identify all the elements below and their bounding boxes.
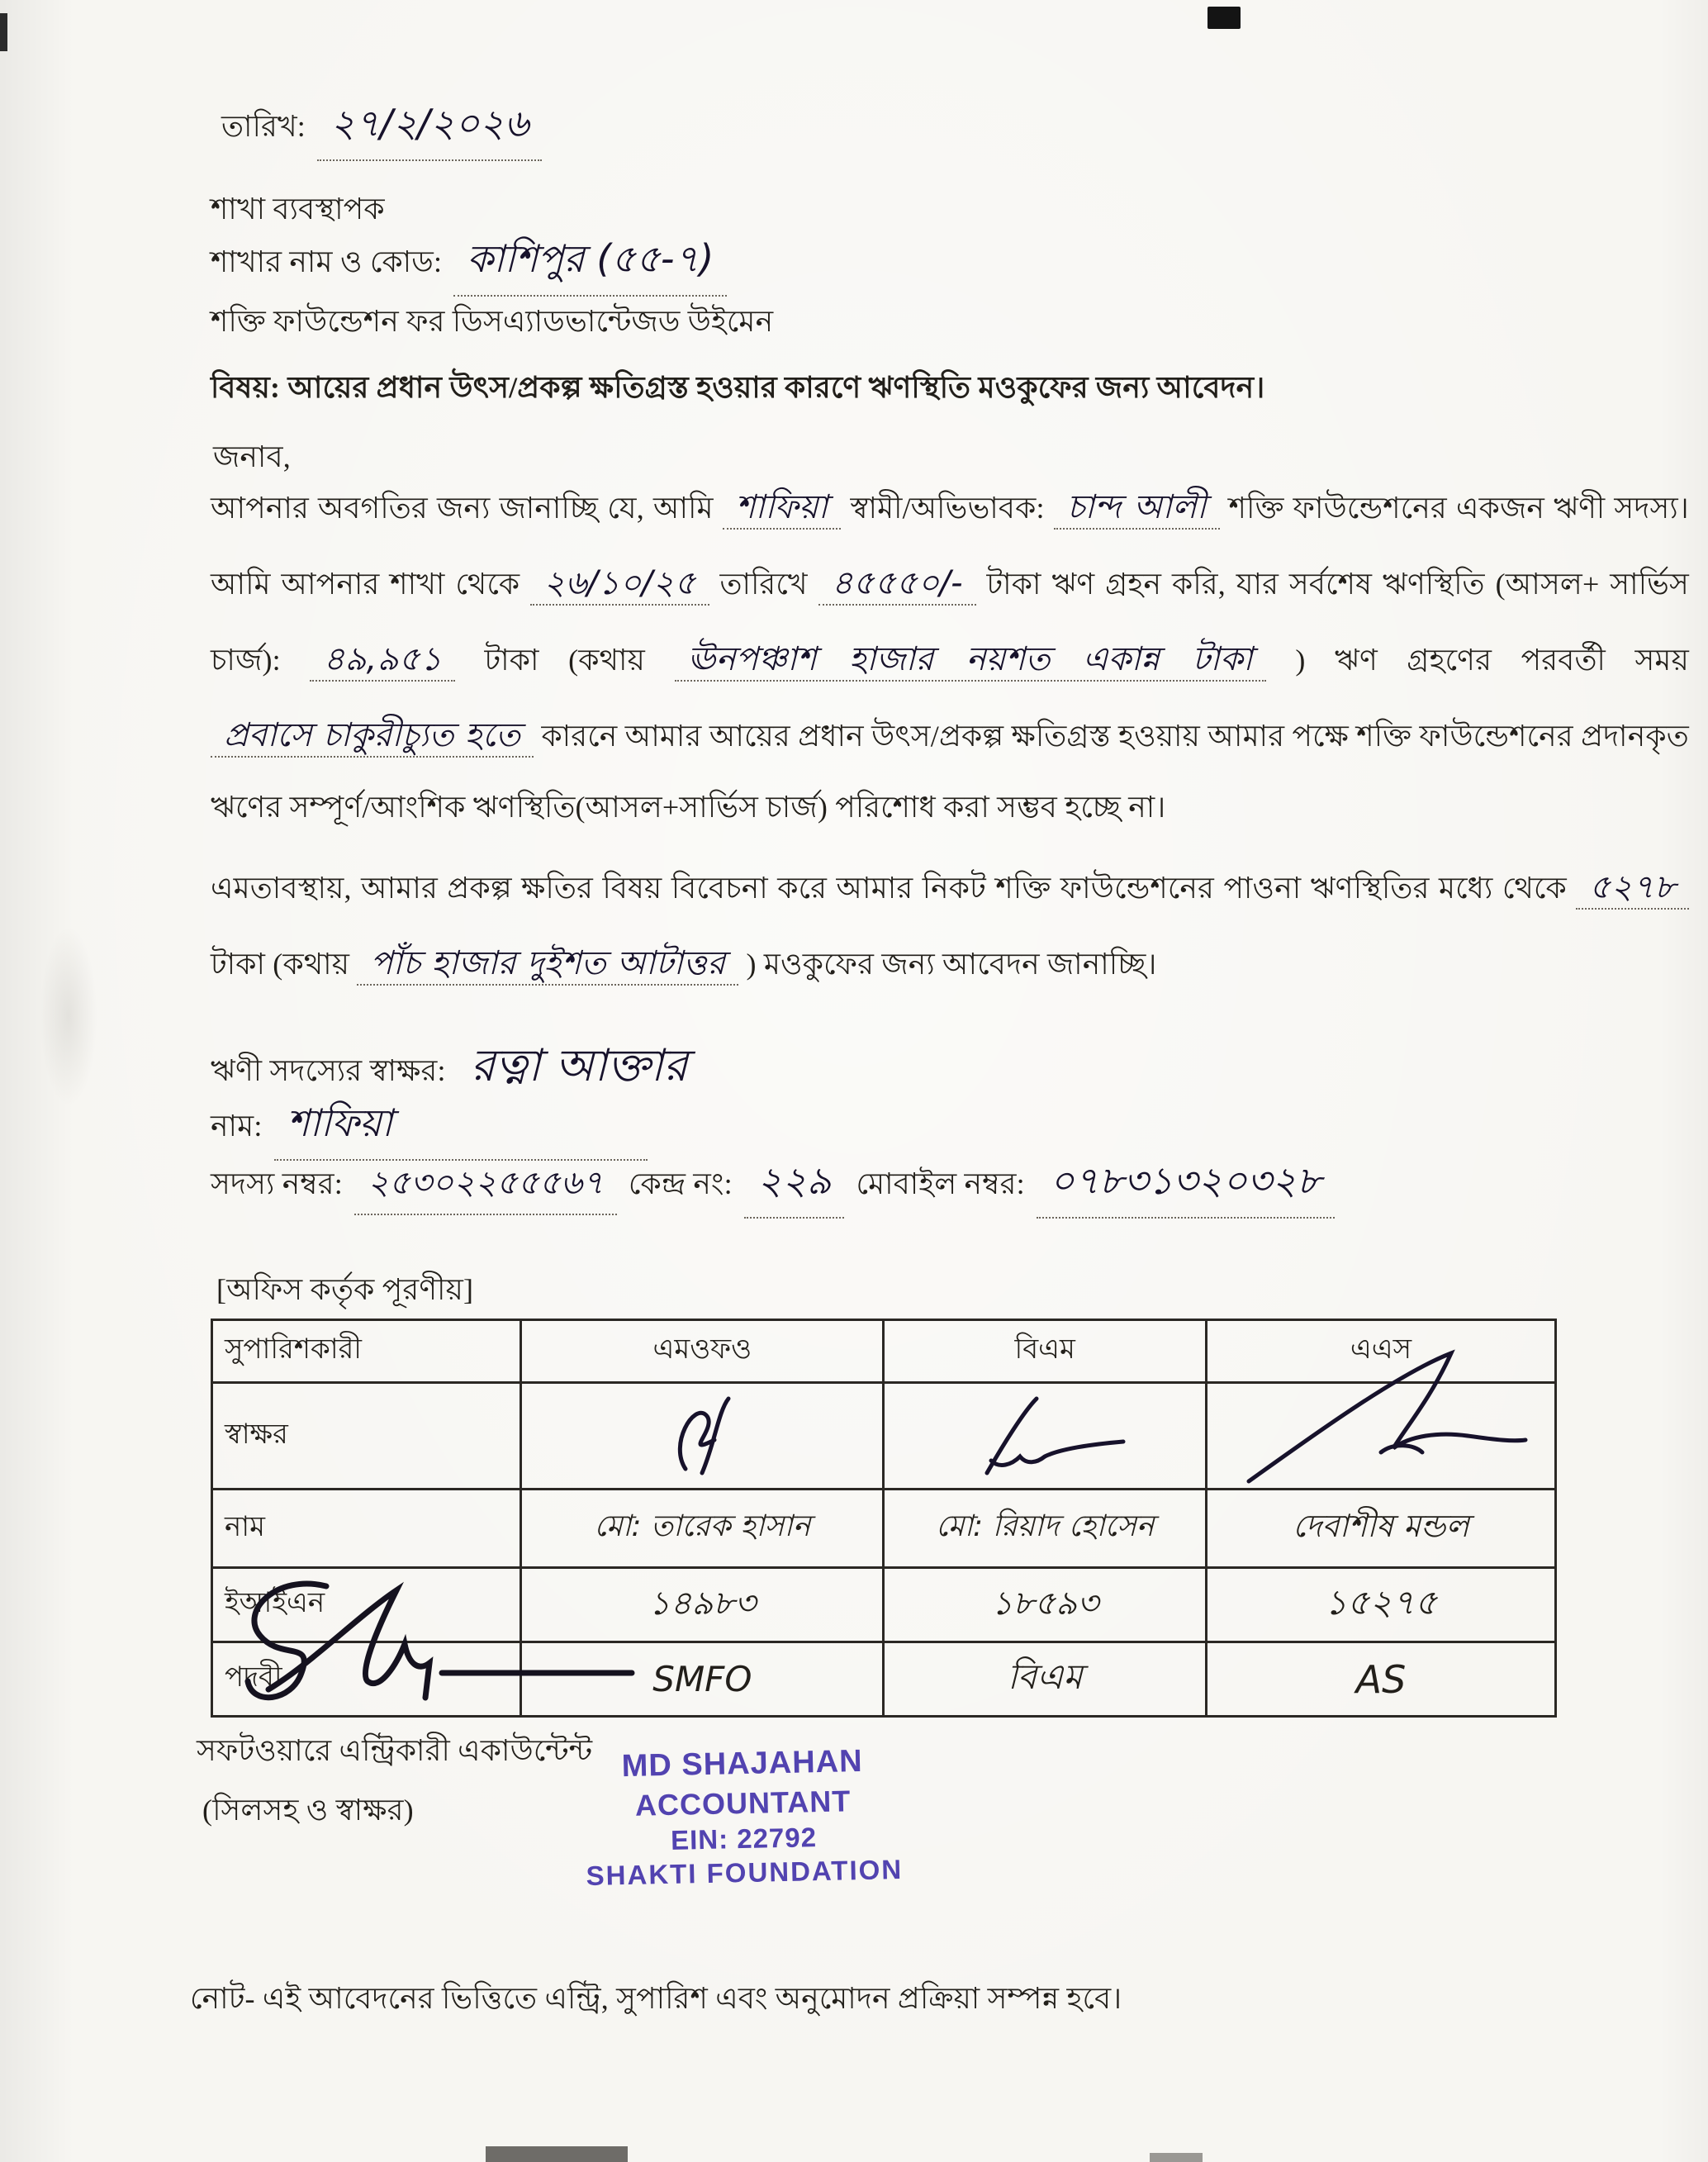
col-header-bm: বিএম bbox=[884, 1320, 1206, 1383]
recommender-name-mofo: মো: তারেক হাসান bbox=[594, 1509, 811, 1543]
p1-guardian-name-handwritten: চান্দ আলী bbox=[1054, 488, 1220, 530]
p1-text: টাকা (কথায় bbox=[484, 644, 646, 677]
p2-text: এমতাবস্থায়, আমার প্রকল্প ক্ষতির বিষয় বিবেচনা করে আমার নিকট শক্তি ফাউন্ডেশনের পাওনা ঋণস্থিতির মধ্যে থেকে bbox=[211, 872, 1567, 905]
p1-member-name-handwritten: শাফিয়া bbox=[723, 488, 842, 530]
mobile-no-handwritten: ০৭৮৩১৩২০৩২৮ bbox=[1037, 1152, 1335, 1219]
p1-loan-date-handwritten: ২৬/১০/২৫ bbox=[530, 564, 709, 606]
stamp-org: SHAKTI FOUNDATION bbox=[586, 1853, 904, 1891]
designation-as: AS bbox=[1355, 1656, 1407, 1702]
member-signature-handwritten: রত্না আক্তার bbox=[470, 1039, 688, 1091]
p1-text: টাকা ঋণ গ্রহন করি, যার সর্বশেষ ঋণস্থিতি (আসল+ সার্ভিস চার্জ): bbox=[211, 568, 1690, 677]
p2-text: টাকা (কথায় bbox=[211, 948, 350, 981]
col-header-recommender: সুপারিশকারী bbox=[212, 1320, 521, 1383]
body-paragraph-1 bbox=[211, 469, 1689, 842]
mobile-no-label: মোবাইল নম্বর: bbox=[856, 1167, 1025, 1200]
p1-loan-amount-handwritten: ৪৫৫৫০/- bbox=[818, 564, 976, 606]
p1-text: তারিখে bbox=[719, 568, 808, 601]
row-label-designation: পদবী bbox=[212, 1642, 521, 1717]
signature-cell-mofo bbox=[521, 1383, 884, 1490]
col-header-mofo: এমওফও bbox=[521, 1320, 884, 1383]
org-line: শক্তি ফাউন্ডেশন ফর ডিসএ্যাডভান্টেজড উইমেন bbox=[211, 305, 774, 338]
p1-balance-words-handwritten: ঊনপঞ্চাশ হাজার নয়শত একান্ন টাকা bbox=[675, 640, 1266, 682]
member-no-handwritten: ২৫৩০২২৫৫৫৬৭ bbox=[354, 1157, 617, 1215]
stamp-ein: EIN: 22792 bbox=[670, 1821, 818, 1856]
center-no-label: কেন্দ্র নং: bbox=[628, 1167, 733, 1200]
table-row-signature bbox=[212, 1383, 1556, 1490]
row-label-signature: স্বাক্ষর bbox=[212, 1383, 521, 1490]
signature-scribble-bm-icon bbox=[954, 1395, 1136, 1477]
member-name-handwritten: শাফিয়া bbox=[274, 1095, 648, 1161]
accountant-title: সফটওয়ারে এন্ট্রিকারী একাউন্টেন্ট bbox=[197, 1734, 593, 1767]
designation-bm: বিএম bbox=[1007, 1656, 1083, 1697]
branch-value-handwritten: কাশিপুর (৫৫-৭) bbox=[453, 230, 727, 297]
table-row-name bbox=[212, 1490, 1556, 1568]
scan-strip-bottom-left bbox=[486, 2146, 628, 2162]
col-header-as: এএস bbox=[1206, 1320, 1555, 1383]
accountant-signature-scribble-icon bbox=[202, 1566, 665, 1722]
member-sign-label: ঋণী সদস্যের স্বাক্ষর: bbox=[211, 1054, 446, 1087]
p2-waiver-words-handwritten: পাঁচ হাজার দুইশত আটাত্তর bbox=[357, 944, 738, 986]
recommender-name-bm: মো: রিয়াদ হোসেন bbox=[936, 1509, 1155, 1543]
table-header-row bbox=[212, 1320, 1556, 1383]
signature-scribble-mofo-icon bbox=[636, 1395, 768, 1477]
p2-text: ) মওকুফের জন্য আবেদন জানাচ্ছি। bbox=[746, 948, 1157, 981]
date-value-handwritten: ২৭/২/২০২৬ bbox=[317, 95, 542, 161]
stamp-name: MD SHAJAHAN bbox=[621, 1743, 863, 1784]
p1-text: ) ঋণ গ্রহণের পরবর্তী সময় bbox=[1295, 644, 1690, 677]
p1-text: স্বামী/অভিভাবক: bbox=[850, 492, 1045, 525]
recommender-name-as: দেবাশীষ মন্ডল bbox=[1293, 1508, 1469, 1544]
office-section-heading: [অফিস কর্তৃক পূরণীয়] bbox=[216, 1273, 474, 1306]
ein-as: ১৫২৭৫ bbox=[1324, 1582, 1438, 1623]
subject-line: বিষয়: আয়ের প্রধান উৎস/প্রকল্প ক্ষতিগ্রস্ত হওয়ার কারণে ঋণস্থিতি মওকুফের জন্য আবেদন। bbox=[211, 371, 1265, 404]
accountant-stamp bbox=[486, 1740, 1001, 1895]
row-label-ein: ইআইএন bbox=[212, 1568, 521, 1642]
date-label: তারিখ: bbox=[221, 110, 306, 143]
stamp-designation: ACCOUNTANT bbox=[634, 1783, 852, 1822]
accountant-subtitle: (সিলসহ ও স্বাক্ষর) bbox=[202, 1794, 414, 1827]
signature-cell-as bbox=[1206, 1383, 1555, 1490]
scan-smudge-left-edge bbox=[40, 925, 97, 1107]
signature-cell-bm bbox=[884, 1383, 1206, 1490]
p2-waiver-amount-handwritten: ৫২৭৮ bbox=[1576, 868, 1689, 910]
p1-text: কারনে আমার আয়ের প্রধান উৎস/প্রকল্প ক্ষতিগ্রস্ত হওয়ায় আমার পক্ষে শক্তি ফাউন্ডেশনের প্রদানকৃত ঋণের সম্পূর্ণ/আংশিক ঋণস্থিতি(আসল+সার্ভিস চার্জ) পরিশোধ করা সম্ভব হচ্ছে না। bbox=[211, 720, 1689, 824]
ein-mofo: ১৪৯৮৩ bbox=[648, 1585, 757, 1623]
body-paragraph-2 bbox=[211, 849, 1689, 1001]
scan-mark-top-right bbox=[1207, 7, 1241, 29]
scan-mark-top-left bbox=[0, 13, 7, 51]
scan-strip-bottom-right bbox=[1150, 2153, 1203, 2162]
salutation: জনাব, bbox=[213, 440, 291, 473]
ein-bm: ১৮৫৯৩ bbox=[991, 1585, 1099, 1623]
branch-label: শাখার নাম ও কোড: bbox=[211, 245, 443, 278]
member-no-label: সদস্য নম্বর: bbox=[211, 1167, 344, 1200]
row-label-name: নাম bbox=[212, 1490, 521, 1568]
p1-damage-reason-handwritten: প্রবাসে চাকুরীচ্যুত হতে bbox=[211, 716, 534, 758]
recipient-line: শাখা ব্যবস্থাপক bbox=[211, 192, 385, 226]
p1-text: আপনার অবগতির জন্য জানাচ্ছি যে, আমি bbox=[211, 492, 714, 525]
footer-note: নোট- এই আবেদনের ভিত্তিতে এন্ট্রি, সুপারিশ এবং অনুমোদন প্রক্রিয়া সম্পন্ন হবে। bbox=[190, 1982, 1122, 2015]
center-no-handwritten: ২২৯ bbox=[744, 1152, 845, 1219]
designation-mofo: SMFO bbox=[652, 1659, 752, 1699]
member-name-label: নাম: bbox=[211, 1110, 263, 1143]
signature-scribble-as-icon bbox=[1232, 1390, 1530, 1481]
p1-balance-amount-handwritten: ৪৯,৯৫১ bbox=[310, 640, 455, 682]
p1-text: শক্তি ফাউন্ডেশনের একজন ঋণী সদস্য। আমি আপনার শাখা থেকে bbox=[211, 492, 1690, 601]
